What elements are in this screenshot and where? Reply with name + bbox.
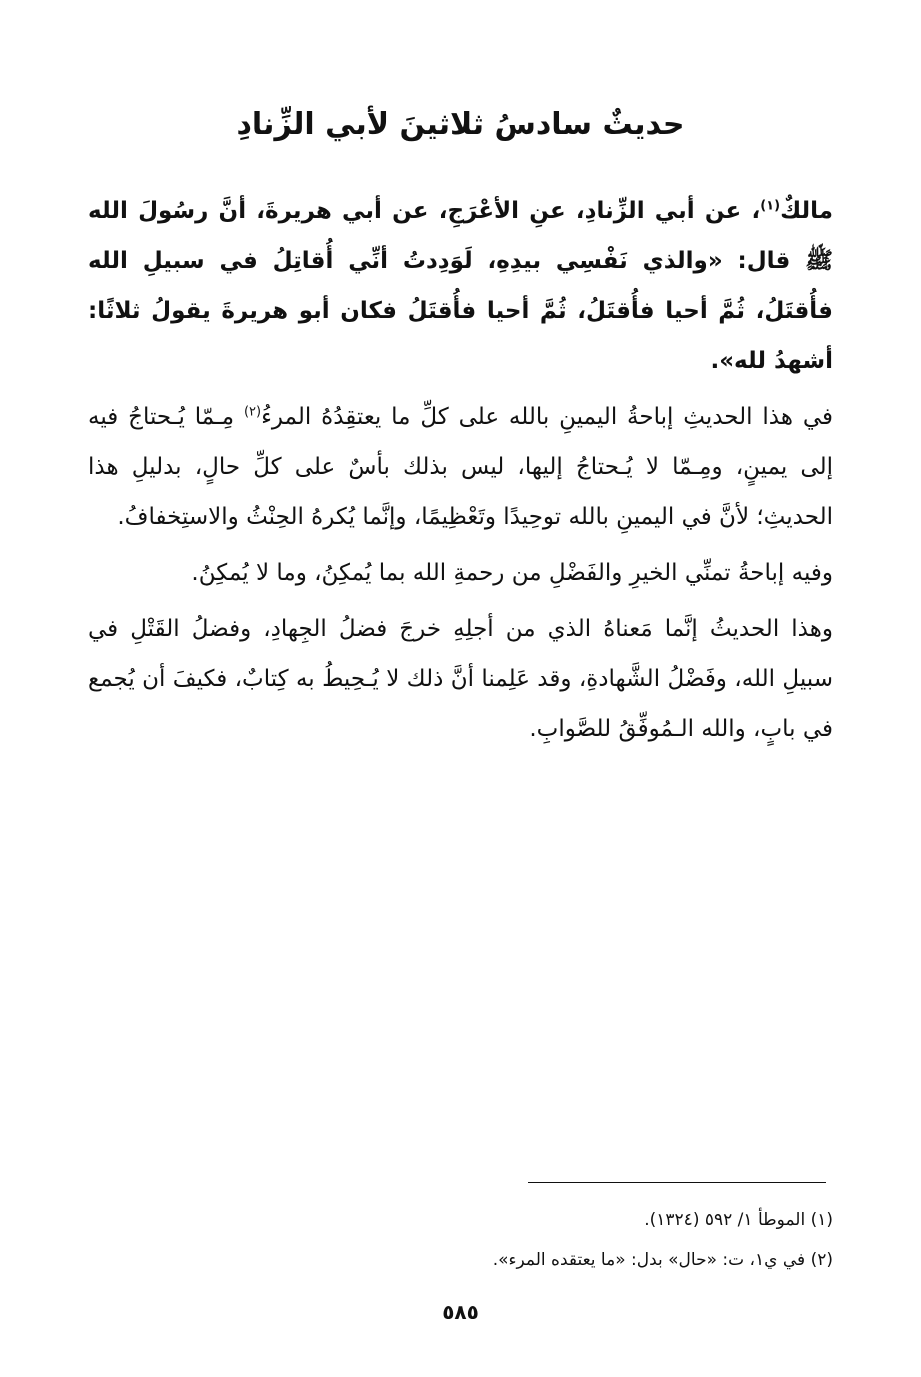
hadith-text	[88, 186, 833, 386]
page-content	[88, 104, 833, 760]
footnotes	[88, 1200, 833, 1280]
commentary-paragraph-1	[88, 392, 833, 542]
hadith-text-rest: ، عن أبي الزِّنادِ، عنِ الأعْرَجِ، عن أبي هريرةَ، أنَّ رسُولَ الله ﷺ قال: «والذي نَفْسِي بيدِهِ، لَوَدِدتُ أنِّي أُقاتِلُ في سبيلِ الله فأُقتَلُ، ثُمَّ أحيا فأُقتَلُ، ثُمَّ أحيا فأُقتَلُ فكان أبو هريرةَ يقولُ ثلاثًا: أشهدُ لله».	[88, 198, 833, 374]
footnote-2: (٢) في ي١، ت: «حال» بدل: «ما يعتقده المرء».	[492, 1250, 833, 1270]
paragraph-1-rest: مِـمّا يُـحتاجُ فيه إلى يمينٍ، ومِـمّا لا يُـحتاجُ إليها، ليس بذلك بأسٌ على كلِّ حالٍ، بدليلِ هذا الحديثِ؛ لأنَّ في اليمينِ بالله توحِيدًا وتَعْظِيمًا، وإنَّما يُكرهُ الحِنْثُ والاستِخفافُ.	[88, 404, 833, 530]
footnote-ref-2: (٢)	[243, 404, 262, 420]
commentary-paragraph-2: وفيه إباحةُ تمنِّي الخيرِ والفَضْلِ من رحمةِ الله بما يُمكِنُ، وما لا يُمكِنُ.	[191, 560, 833, 586]
page-number: ٥٨٥	[442, 1300, 479, 1324]
paragraph-1-start: في هذا الحديثِ إباحةُ اليمينِ بالله على كلِّ ما يعتقِدُهُ المرءُ	[261, 404, 833, 430]
hadith-text-start: مالكٌ	[780, 198, 833, 224]
commentary-paragraph-3: وهذا الحديثُ إنَّما مَعناهُ الذي من أجلِهِ خرجَ فضلُ الجِهادِ، وفضلُ القَتْلِ في سبيلِ الله، وفَضْلُ الشَّهادةِ، وقد عَلِمنا أنَّ ذلك لا يُـحِيطُ به كِتابٌ، فكيفَ أن يُجمع في بابٍ، والله الـمُوفِّقُ للصَّوابِ.	[88, 616, 833, 742]
footnote-ref-1: (١)	[760, 198, 781, 214]
footnote-1: (١) الموطأ ١/ ٥٩٢ (١٣٢٤).	[644, 1210, 833, 1230]
footnote-divider	[528, 1182, 826, 1183]
page-title: حديثٌ سادسُ ثلاثينَ لأبي الزِّنادِ	[236, 107, 685, 142]
